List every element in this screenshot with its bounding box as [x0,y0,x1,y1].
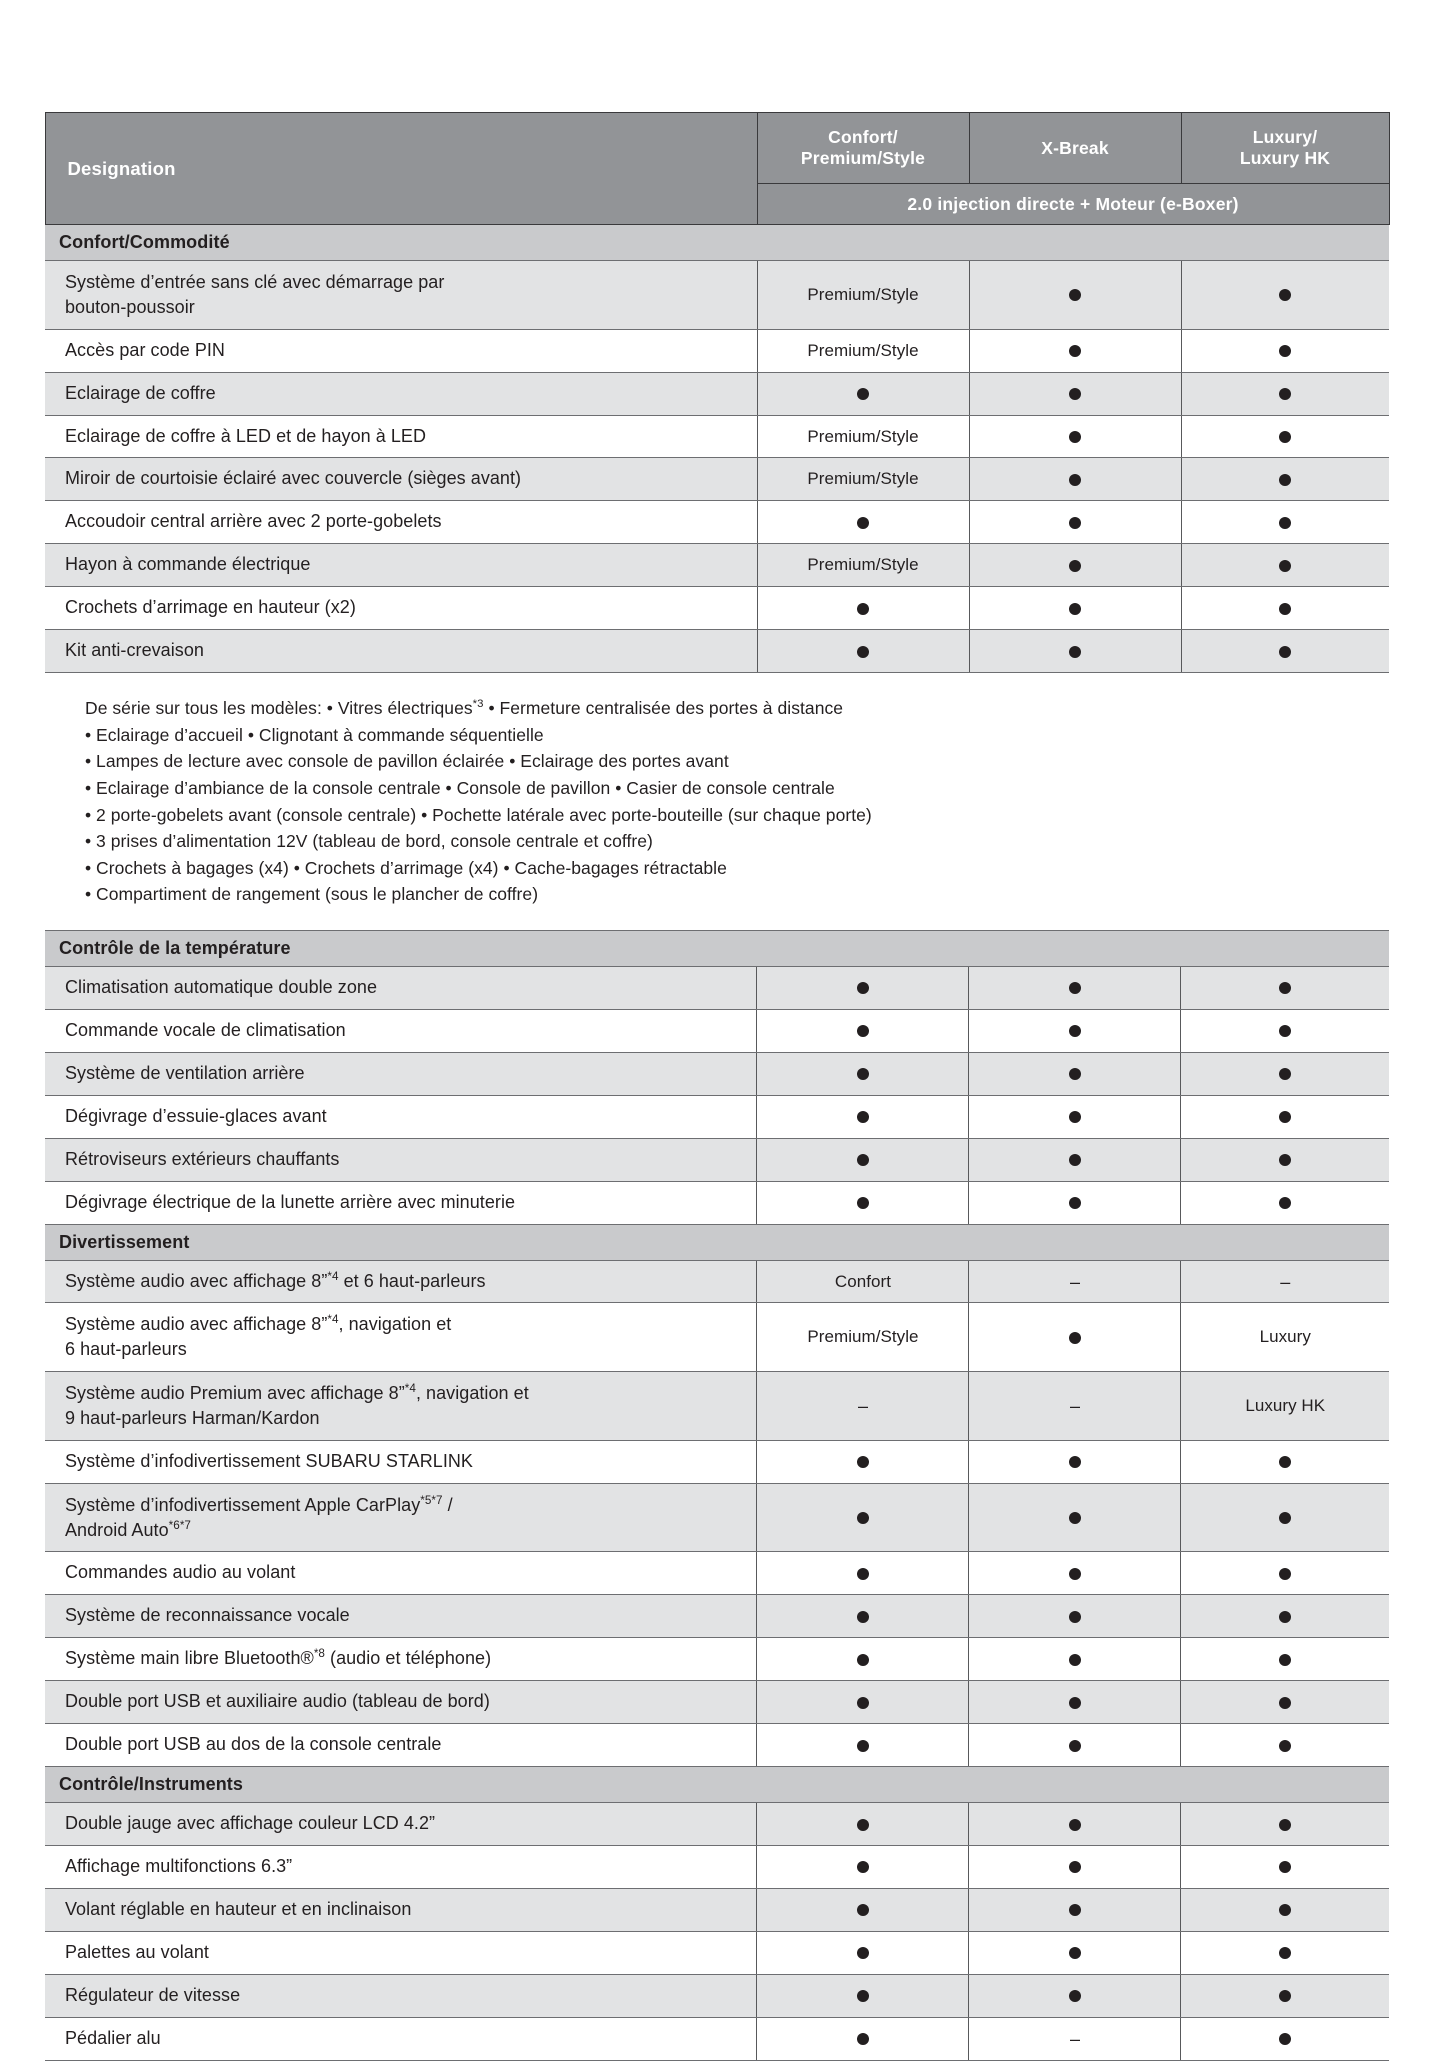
table-row [45,1440,1389,1483]
table-row [45,1552,1389,1595]
available-dot-icon [1279,1512,1291,1524]
standard-equipment-line: • Lampes de lecture avec console de pavillon éclairée • Eclairage des portes avant [85,751,729,772]
available-dot-icon [1279,560,1291,572]
available-dot-icon [857,2033,869,2045]
value-confort-premium-style [757,1595,969,1638]
feature-description: Affichage multifonctions 6.3” [45,1846,757,1889]
available-dot-icon [1069,1611,1081,1623]
available-dot-icon [1279,1025,1291,1037]
table-row [45,1009,1389,1052]
available-dot-icon [1279,1568,1291,1580]
value-xbreak [969,372,1181,415]
header-engine-label: 2.0 injection directe + Moteur (e-Boxer) [757,184,1389,225]
table-row [45,1372,1389,1441]
value-luxury [1181,1260,1389,1303]
available-dot-icon [1279,388,1291,400]
value-luxury [1181,1483,1389,1552]
available-dot-icon [1279,1947,1291,1959]
not-available-dash-icon: – [857,1396,869,1417]
table-row [45,1638,1389,1681]
value-xbreak [969,1009,1181,1052]
feature-description: Volant réglable en hauteur et en inclinaison [45,1888,757,1931]
value-confort-premium-style-text: Premium/Style [757,458,969,501]
value-xbreak [969,1372,1181,1441]
section-title: Contrôle/Instruments [45,1767,1389,1803]
header-col-luxury [1181,113,1389,184]
available-dot-icon [1069,1740,1081,1752]
available-dot-icon [1279,474,1291,486]
table-row [45,1681,1389,1724]
available-dot-icon [857,646,869,658]
value-xbreak [969,261,1181,330]
available-dot-icon [1279,1154,1291,1166]
table-row [45,1095,1389,1138]
section-title: Confort/Commodité [45,225,1389,261]
available-dot-icon [1279,1904,1291,1916]
feature-description: Hayon à commande électrique [45,544,757,587]
available-dot-icon [1069,1068,1081,1080]
header-col3-line1: Luxury/ [1252,127,1318,148]
available-dot-icon [1069,1904,1081,1916]
table-row [45,329,1389,372]
available-dot-icon [1279,1611,1291,1623]
feature-description: Palettes au volant [45,1931,757,1974]
available-dot-icon [1279,646,1291,658]
feature-description: Système audio avec affichage 8”$^{*4}$ et 6 haut-parleurs [45,1260,757,1303]
value-confort-premium-style [757,501,969,544]
value-xbreak [969,1888,1181,1931]
not-available-dash-icon: – [1069,1272,1081,1293]
value-confort-premium-style [757,1440,969,1483]
value-xbreak [969,1931,1181,1974]
value-confort-premium-style-text: Confort [757,1260,969,1303]
value-confort-premium-style [757,2017,969,2060]
standard-equipment-line: • 2 porte-gobelets avant (console centrale) • Pochette latérale avec porte-bouteille (sur chaque porte) [85,804,872,825]
value-luxury [1181,544,1389,587]
available-dot-icon [857,1456,869,1468]
value-confort-premium-style [757,1138,969,1181]
value-luxury [1181,372,1389,415]
available-dot-icon [857,1904,869,1916]
available-dot-icon [857,1654,869,1666]
feature-description: Double jauge avec affichage couleur LCD 4.2” [45,1803,757,1846]
available-dot-icon [1279,289,1291,301]
available-dot-icon [857,1197,869,1209]
standard-equipment-line: • 3 prises d’alimentation 12V (tableau de bord, console centrale et coffre) [85,831,653,852]
feature-description: Système d’infodivertissement SUBARU STARLINK [45,1440,757,1483]
table-row [45,1931,1389,1974]
available-dot-icon [1279,603,1291,615]
table-row [45,2017,1389,2060]
header-designation: Designation [45,113,757,225]
feature-description: Système d’infodivertissement Apple CarPlay$^{*5*7}$ / Android Auto$^{*6*7}$ [45,1483,757,1552]
table-row [45,1260,1389,1303]
value-luxury [1181,1595,1389,1638]
feature-description: Système main libre Bluetooth®$^{*8}$ (audio et téléphone) [45,1638,757,1681]
value-confort-premium-style [757,1052,969,1095]
value-confort-premium-style [757,1931,969,1974]
available-dot-icon [1069,431,1081,443]
value-confort-premium-style [757,1888,969,1931]
value-confort-premium-style [757,630,969,673]
value-luxury [1181,458,1389,501]
value-confort-premium-style [757,1974,969,2017]
table-row [45,458,1389,501]
standard-equipment-line: De série sur tous les modèles: • Vitres électriques$^{*3}$ • Fermeture centralisée des portes à distance [85,698,844,719]
available-dot-icon [1279,431,1291,443]
available-dot-icon [1069,1990,1081,2002]
not-available-dash-icon: – [1280,1272,1291,1293]
feature-description: Commandes audio au volant [45,1552,757,1595]
standard-equipment-line: • Eclairage d’accueil • Clignotant à commande séquentielle [85,724,544,745]
value-xbreak [969,1440,1181,1483]
value-confort-premium-style [757,587,969,630]
available-dot-icon [1069,289,1081,301]
value-luxury [1181,1095,1389,1138]
available-dot-icon [857,1697,869,1709]
section-header-row [45,1224,1389,1260]
value-luxury [1181,1138,1389,1181]
value-xbreak [969,1724,1181,1767]
table-row [45,630,1389,673]
available-dot-icon [1279,345,1291,357]
header-col-confort-premium-style [757,113,969,184]
available-dot-icon [857,1111,869,1123]
value-xbreak [969,966,1181,1009]
value-luxury [1181,1440,1389,1483]
available-dot-icon [857,1740,869,1752]
value-confort-premium-style-text: Premium/Style [757,261,969,330]
available-dot-icon [857,1861,869,1873]
available-dot-icon [1279,1111,1291,1123]
value-xbreak [969,501,1181,544]
available-dot-icon [857,388,869,400]
value-xbreak [969,1260,1181,1303]
available-dot-icon [857,1154,869,1166]
value-confort-premium-style [757,1552,969,1595]
standard-equipment-line: • Compartiment de rangement (sous le plancher de coffre) [85,884,539,905]
available-dot-icon [1069,1332,1081,1344]
value-luxury [1181,261,1389,330]
value-luxury [1181,1931,1389,1974]
section-title: Contrôle de la température [45,930,1389,966]
available-dot-icon [1279,1861,1291,1873]
feature-description: Double port USB au dos de la console centrale [45,1724,757,1767]
table-row [45,966,1389,1009]
available-dot-icon [1069,1861,1081,1873]
table-row [45,1846,1389,1889]
feature-description: Accoudoir central arrière avec 2 porte-gobelets [45,501,757,544]
available-dot-icon [857,1025,869,1037]
available-dot-icon [1069,1947,1081,1959]
value-xbreak [969,1095,1181,1138]
table-row [45,1181,1389,1224]
available-dot-icon [1069,345,1081,357]
available-dot-icon [1069,1111,1081,1123]
available-dot-icon [857,517,869,529]
feature-description: Eclairage de coffre [45,372,757,415]
table-body-confort [45,225,1389,673]
table-row [45,1303,1389,1372]
table-row [45,1803,1389,1846]
table-row [45,1974,1389,2017]
feature-description: Accès par code PIN [45,329,757,372]
feature-description: Kit anti-crevaison [45,630,757,673]
available-dot-icon [1069,560,1081,572]
value-xbreak [969,1803,1181,1846]
feature-description: Système audio Premium avec affichage 8”$^{*4}$, navigation et 9 haut-parleurs Harman/Kardon [45,1372,757,1441]
value-luxury [1181,329,1389,372]
value-xbreak [969,1052,1181,1095]
feature-description: Eclairage de coffre à LED et de hayon à LED [45,415,757,458]
not-available-dash-icon: – [1069,2029,1081,2050]
value-xbreak [969,1638,1181,1681]
feature-description: Double port USB et auxiliaire audio (tableau de bord) [45,1681,757,1724]
section-header-row [45,225,1389,261]
feature-description: Commande vocale de climatisation [45,1009,757,1052]
available-dot-icon [1069,982,1081,994]
feature-description: Système d’entrée sans clé avec démarrage par bouton-poussoir [45,261,757,330]
available-dot-icon [1279,982,1291,994]
value-xbreak [969,1138,1181,1181]
table-body-rest [45,930,1389,2060]
available-dot-icon [1279,1654,1291,1666]
available-dot-icon [857,603,869,615]
available-dot-icon [1279,1197,1291,1209]
available-dot-icon [857,1568,869,1580]
available-dot-icon [1069,1154,1081,1166]
value-confort-premium-style-text: Premium/Style [757,544,969,587]
available-dot-icon [857,1068,869,1080]
available-dot-icon [1069,517,1081,529]
value-xbreak [969,1974,1181,2017]
table-row [45,1483,1389,1552]
value-confort-premium-style-text: Premium/Style [757,329,969,372]
value-xbreak [969,1303,1181,1372]
value-confort-premium-style [757,1724,969,1767]
table-row [45,544,1389,587]
table-row [45,501,1389,544]
table-row [45,261,1389,330]
value-luxury [1181,1681,1389,1724]
value-xbreak [969,1846,1181,1889]
table-row [45,1052,1389,1095]
table-row [45,1595,1389,1638]
header-col-xbreak: X-Break [969,113,1181,184]
value-luxury [1181,630,1389,673]
feature-description: Rétroviseurs extérieurs chauffants [45,1138,757,1181]
value-xbreak [969,630,1181,673]
header-col3-line2: Luxury HK [1239,148,1331,168]
available-dot-icon [1279,1990,1291,2002]
spec-table-bottom [45,930,1389,2061]
available-dot-icon [1069,603,1081,615]
available-dot-icon [1069,1654,1081,1666]
value-luxury [1181,1724,1389,1767]
value-xbreak [969,1181,1181,1224]
value-confort-premium-style [757,1009,969,1052]
available-dot-icon [1279,1740,1291,1752]
value-xbreak [969,544,1181,587]
available-dot-icon [1069,1697,1081,1709]
value-confort-premium-style [757,1483,969,1552]
feature-description: Dégivrage électrique de la lunette arrière avec minuterie [45,1181,757,1224]
available-dot-icon [1069,1456,1081,1468]
header-row-models [45,113,1389,184]
available-dot-icon [1069,1025,1081,1037]
value-confort-premium-style [757,1095,969,1138]
feature-description: Miroir de courtoisie éclairé avec couvercle (sièges avant) [45,458,757,501]
available-dot-icon [1069,1568,1081,1580]
available-dot-icon [857,1990,869,2002]
available-dot-icon [857,1512,869,1524]
value-confort-premium-style [757,966,969,1009]
available-dot-icon [1279,1697,1291,1709]
available-dot-icon [857,982,869,994]
feature-description: Pédalier alu [45,2017,757,2060]
value-confort-premium-style-text: Premium/Style [757,1303,969,1372]
spec-table-top [45,112,1390,673]
value-xbreak [969,2017,1181,2060]
standard-equipment-line: • Eclairage d’ambiance de la console centrale • Console de pavillon • Casier de console centrale [85,777,835,798]
feature-description: Système de ventilation arrière [45,1052,757,1095]
available-dot-icon [1069,388,1081,400]
feature-description: Système de reconnaissance vocale [45,1595,757,1638]
available-dot-icon [1069,1197,1081,1209]
table-row [45,587,1389,630]
value-luxury-text: Luxury HK [1181,1372,1389,1441]
section-header-row [45,1767,1389,1803]
available-dot-icon [1069,1512,1081,1524]
header-col1-line1: Confort/ [828,127,898,148]
value-confort-premium-style [757,1372,969,1441]
available-dot-icon [1279,2033,1291,2045]
value-luxury [1181,966,1389,1009]
value-luxury [1181,1846,1389,1889]
available-dot-icon [1279,517,1291,529]
header-col1-line2: Premium/Style [800,148,926,168]
value-luxury [1181,501,1389,544]
value-xbreak [969,1483,1181,1552]
section-header-row [45,930,1389,966]
standard-equipment-line: • Crochets à bagages (x4) • Crochets d’arrimage (x4) • Cache-bagages rétractable [85,857,727,878]
value-luxury [1181,1552,1389,1595]
table-header [45,113,1389,225]
value-luxury [1181,1974,1389,2017]
available-dot-icon [1069,1819,1081,1831]
value-luxury [1181,1888,1389,1931]
value-confort-premium-style [757,372,969,415]
value-confort-premium-style [757,1681,969,1724]
table-row [45,372,1389,415]
table-row [45,1724,1389,1767]
value-confort-premium-style [757,1846,969,1889]
feature-description: Climatisation automatique double zone [45,966,757,1009]
value-luxury [1181,1638,1389,1681]
value-luxury [1181,1009,1389,1052]
available-dot-icon [1069,646,1081,658]
table-row [45,1888,1389,1931]
not-available-dash-icon: – [1069,1396,1081,1417]
value-xbreak [969,1681,1181,1724]
value-confort-premium-style [757,1181,969,1224]
value-luxury [1181,1181,1389,1224]
available-dot-icon [1069,474,1081,486]
table-row [45,415,1389,458]
value-xbreak [969,1552,1181,1595]
value-xbreak [969,1595,1181,1638]
available-dot-icon [1279,1819,1291,1831]
value-luxury [1181,415,1389,458]
section-title: Divertissement [45,1224,1389,1260]
value-xbreak [969,329,1181,372]
feature-description: Système audio avec affichage 8”$^{*4}$, navigation et 6 haut-parleurs [45,1303,757,1372]
feature-description: Régulateur de vitesse [45,1974,757,2017]
value-confort-premium-style [757,1638,969,1681]
value-xbreak [969,587,1181,630]
available-dot-icon [1279,1068,1291,1080]
value-confort-premium-style [757,1803,969,1846]
available-dot-icon [857,1819,869,1831]
value-xbreak [969,458,1181,501]
available-dot-icon [857,1947,869,1959]
feature-description: Crochets d’arrimage en hauteur (x2) [45,587,757,630]
table-row [45,1138,1389,1181]
value-luxury [1181,1803,1389,1846]
available-dot-icon [1279,1456,1291,1468]
standard-equipment-note [45,673,1389,930]
value-luxury [1181,2017,1389,2060]
value-luxury [1181,1052,1389,1095]
value-confort-premium-style-text: Premium/Style [757,415,969,458]
feature-description: Dégivrage d’essuie-glaces avant [45,1095,757,1138]
value-xbreak [969,415,1181,458]
available-dot-icon [857,1611,869,1623]
value-luxury-text: Luxury [1181,1303,1389,1372]
value-luxury [1181,587,1389,630]
